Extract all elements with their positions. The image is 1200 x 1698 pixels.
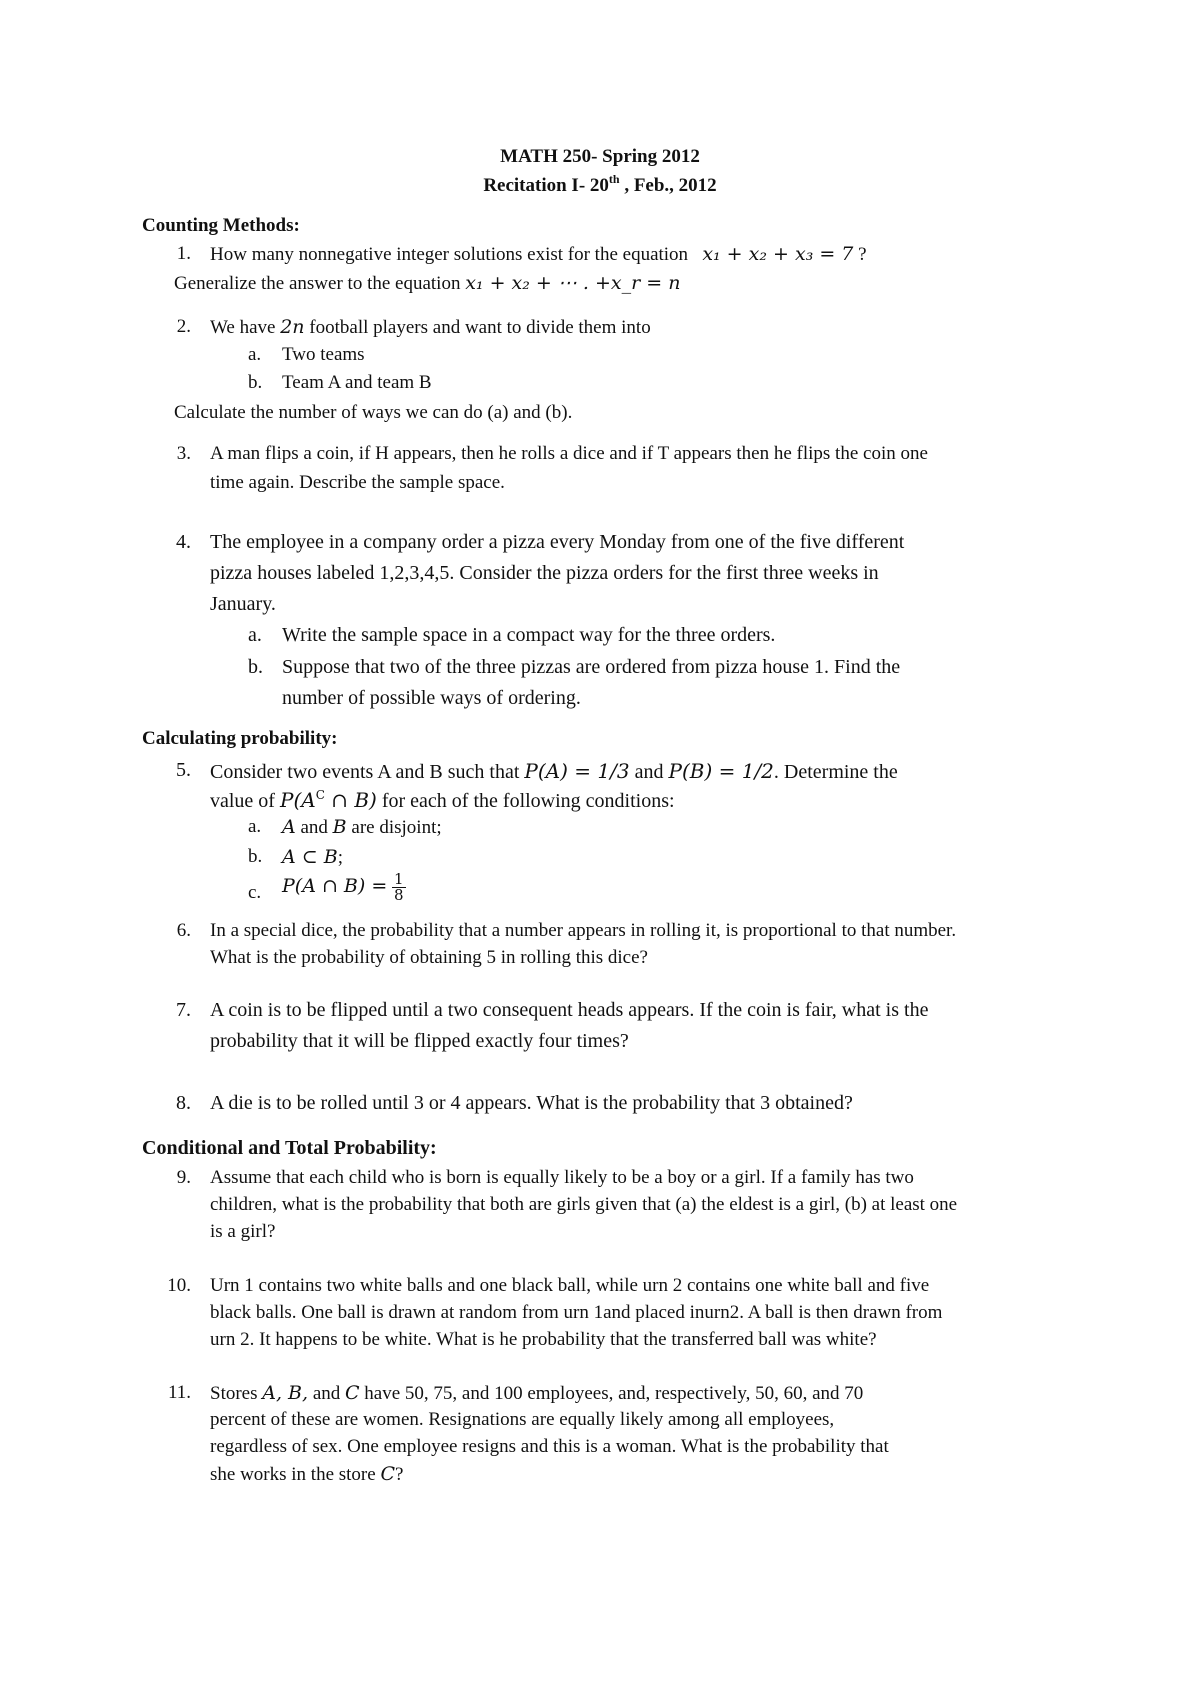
question-5-b-math: A ⊂ B	[282, 846, 338, 868]
question-10-line-2: black balls. One ball is drawn at random from urn 1and placed inurn2. A ball is then drawn from	[210, 1302, 943, 1323]
question-4-a-text: Write the sample space in a compact way for the three orders.	[282, 624, 776, 646]
question-11-line-3: regardless of sex. One employee resigns and this is a woman. What is the probability that	[210, 1436, 889, 1457]
fraction-denominator: 8	[394, 886, 404, 904]
question-number-4: 4.	[176, 531, 191, 553]
question-11-line-4-math: C	[380, 1463, 395, 1485]
question-2-b-label: b.	[248, 372, 263, 393]
section-heading-probability: Calculating probability:	[142, 728, 338, 749]
question-5-a-post: are disjoint;	[346, 817, 442, 838]
fraction-numerator: 1	[394, 870, 404, 888]
subtitle-suffix: , Feb., 2012	[619, 175, 717, 196]
question-2-a-text: Two teams	[282, 344, 365, 365]
question-5-line-2	[210, 788, 675, 813]
question-5-a-text	[282, 816, 442, 839]
question-1-generalize: Generalize the answer to the equation	[174, 273, 461, 294]
question-11-line-4-post: ?	[395, 1464, 404, 1485]
question-10-line-3: urn 2. It happens to be white. What is he probability that the transferred ball was white?	[210, 1329, 877, 1350]
question-4-b-label: b.	[248, 656, 263, 678]
question-9-line-1: Assume that each child who is born is equally likely to be a boy or a girl. If a family has two	[210, 1167, 914, 1188]
question-1-text: How many nonnegative integer solutions exist for the equation	[210, 244, 689, 265]
question-5-c-fraction	[392, 872, 406, 903]
question-1-equation: x₁ + x₂ + x₃ = 7	[702, 243, 854, 265]
question-2-b-text: Team A and team B	[282, 372, 432, 393]
question-5-b-label: b.	[248, 846, 263, 867]
subtitle-prefix: Recitation I- 20	[483, 175, 609, 196]
question-number-1: 1.	[176, 243, 191, 264]
question-7-line-2: probability that it will be flipped exactly four times?	[210, 1030, 629, 1052]
question-5-pre: Consider two events A and B such that	[210, 761, 525, 783]
question-5-prob-a: P(A) = 1/3	[524, 759, 630, 783]
question-6-line-1: In a special dice, the probability that a number appears in rolling it, is proportional to that number.	[210, 920, 957, 941]
document-title: MATH 250- Spring 2012	[500, 146, 700, 167]
question-9-line-2: children, what is the probability that both are girls given that (a) the eldest is a girl, (b) at least one	[210, 1194, 958, 1215]
question-4-a-label: a.	[248, 624, 262, 646]
question-3-line-2: time again. Describe the sample space.	[210, 472, 505, 493]
question-11-store-c: C	[345, 1382, 360, 1404]
question-3-line-1: A man flips a coin, if H appears, then he rolls a dice and if T appears then he flips the coin one	[210, 443, 928, 464]
question-11-line-4	[210, 1463, 403, 1486]
question-5-mid: and	[629, 761, 669, 783]
question-2-post: football players and want to divide them into	[304, 317, 651, 338]
question-5-a-math-b: B	[332, 816, 347, 838]
question-1-equation-general: x₁ + x₂ + ⋯ . +x_r = n	[465, 272, 681, 294]
question-11-line-1	[210, 1382, 863, 1405]
question-4-line-2: pizza houses labeled 1,2,3,4,5. Consider the pizza orders for the first three weeks in	[210, 562, 879, 584]
question-2-pre: We have	[210, 317, 281, 338]
question-5-b-text	[282, 846, 343, 869]
question-11-mid: and	[308, 1383, 345, 1404]
question-11-line-4-pre: she works in the store	[210, 1464, 381, 1485]
question-7-line-1: A coin is to be flipped until a two consequent heads appears. If the coin is fair, what is the	[210, 999, 929, 1021]
question-5-c-text	[282, 872, 406, 903]
document-subtitle	[0, 172, 1200, 197]
question-5-expr-post: ∩ B)	[324, 788, 377, 812]
question-5-expr-sup: C	[315, 788, 325, 802]
question-5-c-math: P(A ∩ B) =	[282, 874, 388, 897]
question-5-line-1	[210, 759, 898, 784]
question-2-footer: Calculate the number of ways we can do (a) and (b).	[174, 402, 573, 423]
question-5-a-mid: and	[295, 817, 333, 838]
section-heading-conditional: Conditional and Total Probability:	[142, 1137, 437, 1159]
question-10-line-1: Urn 1 contains two white balls and one black ball, while urn 2 contains one white ball and five	[210, 1275, 930, 1296]
question-number-7: 7.	[176, 999, 191, 1021]
question-4-line-3: January.	[210, 593, 276, 615]
question-11-post: have 50, 75, and 100 employees, and, respectively, 50, 60, and 70	[359, 1383, 864, 1404]
question-2-a-label: a.	[248, 344, 262, 365]
question-5-prob-b: P(B) = 1/2	[668, 759, 774, 783]
question-9-line-3: is a girl?	[210, 1221, 276, 1242]
question-number-5: 5.	[176, 759, 191, 781]
question-1-line-1	[210, 243, 867, 266]
question-2-line-1	[210, 316, 651, 339]
question-1-end: ?	[853, 244, 867, 265]
question-5-line-2-pre: value of	[210, 790, 280, 812]
question-number-6: 6.	[176, 920, 191, 941]
question-number-3: 3.	[176, 443, 191, 464]
question-5-expr: P(A	[279, 788, 316, 812]
question-4-b-text-2: number of possible ways of ordering.	[282, 687, 581, 709]
question-2-math: 2n	[280, 316, 305, 338]
question-8-line-1: A die is to be rolled until 3 or 4 appears. What is the probability that 3 obtained?	[210, 1092, 853, 1114]
question-number-8: 8.	[176, 1092, 191, 1114]
question-11-line-2: percent of these are women. Resignations are equally likely among all employees,	[210, 1409, 835, 1430]
question-11-pre: Stores	[210, 1383, 263, 1404]
question-5-c-label: c.	[248, 882, 262, 903]
question-number-9: 9.	[176, 1167, 191, 1188]
question-11-stores-ab: A, B,	[262, 1382, 309, 1404]
question-4-line-1: The employee in a company order a pizza every Monday from one of the five different	[210, 531, 905, 553]
question-number-2: 2.	[176, 316, 191, 337]
question-number-10: 10.	[167, 1275, 191, 1296]
question-6-line-2: What is the probability of obtaining 5 in rolling this dice?	[210, 947, 648, 968]
question-number-11: 11.	[167, 1382, 191, 1403]
question-5-a-label: a.	[248, 816, 262, 837]
question-5-a-math-a: A	[282, 816, 296, 838]
subtitle-superscript: th	[608, 172, 620, 186]
question-1-line-2	[174, 272, 680, 295]
question-5-post: . Determine the	[773, 761, 898, 783]
question-5-b-post: ;	[337, 847, 343, 868]
question-4-b-text-1: Suppose that two of the three pizzas are ordered from pizza house 1. Find the	[282, 656, 901, 678]
section-heading-counting: Counting Methods:	[142, 215, 300, 236]
question-5-line-2-post: for each of the following conditions:	[376, 790, 675, 812]
